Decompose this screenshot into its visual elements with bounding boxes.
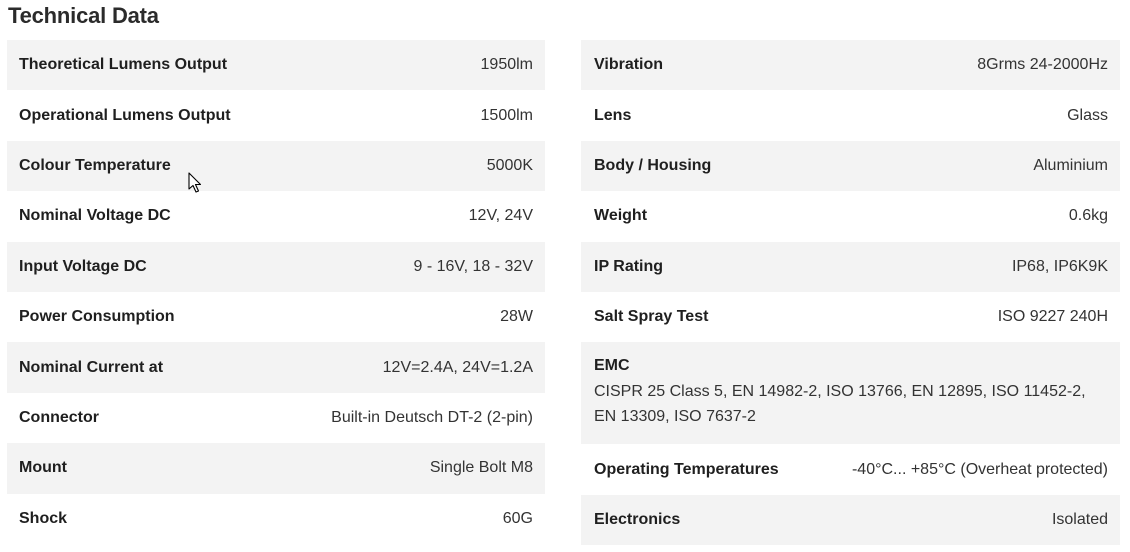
spec-row bbox=[7, 342, 545, 392]
spec-value: 5000K bbox=[486, 156, 533, 174]
spec-label: IP Rating bbox=[594, 257, 664, 275]
spec-value: Built-in Deutsch DT-2 (2-pin) bbox=[331, 408, 533, 426]
page-title: Technical Data bbox=[8, 3, 159, 28]
spec-row bbox=[7, 141, 545, 191]
spec-row bbox=[7, 443, 545, 493]
spec-label: Weight bbox=[594, 207, 648, 225]
spec-label: Operational Lumens Output bbox=[19, 106, 231, 124]
spec-row bbox=[7, 191, 545, 241]
spec-value: CISPR 25 Class 5, EN 14982-2, ISO 13766, EN 12895, ISO 11452-2, EN 13309, ISO 7637-2 bbox=[594, 383, 1086, 426]
spec-value: ISO 9227 240H bbox=[997, 308, 1108, 326]
spec-label: Nominal Current at bbox=[19, 358, 164, 376]
spec-value: 1500lm bbox=[480, 106, 533, 124]
spec-row bbox=[7, 393, 545, 443]
spec-value: 0.6kg bbox=[1068, 207, 1108, 225]
spec-row bbox=[581, 444, 1120, 494]
spec-value: 60G bbox=[502, 509, 533, 527]
spec-row bbox=[581, 242, 1120, 292]
spec-value: Single Bolt M8 bbox=[429, 459, 533, 477]
spec-value: 28W bbox=[500, 308, 533, 326]
spec-label: Operating Temperatures bbox=[594, 460, 779, 478]
spec-label: Lens bbox=[594, 106, 632, 124]
spec-label: Connector bbox=[19, 408, 99, 426]
spec-row bbox=[581, 141, 1120, 191]
spec-value: 12V, 24V bbox=[468, 207, 533, 225]
spec-label: Nominal Voltage DC bbox=[19, 207, 171, 225]
spec-value: 9 - 16V, 18 - 32V bbox=[413, 257, 533, 275]
spec-value: 8Grms 24-2000Hz bbox=[977, 56, 1108, 74]
spec-label: Shock bbox=[19, 509, 68, 527]
spec-row bbox=[581, 191, 1120, 241]
spec-value: IP68, IP6K9K bbox=[1011, 257, 1108, 275]
spec-table-left bbox=[7, 40, 545, 544]
spec-label: Theoretical Lumens Output bbox=[19, 56, 228, 74]
spec-row bbox=[581, 90, 1120, 140]
spec-value: Aluminium bbox=[1033, 156, 1108, 174]
spec-label: EMC bbox=[594, 357, 630, 375]
spec-row-emc bbox=[581, 342, 1120, 444]
spec-value: 1950lm bbox=[480, 56, 533, 74]
spec-row bbox=[581, 40, 1120, 90]
spec-row bbox=[7, 90, 545, 140]
spec-label: Body / Housing bbox=[594, 156, 712, 174]
spec-label: Vibration bbox=[594, 56, 664, 74]
spec-label: Electronics bbox=[594, 510, 681, 528]
spec-value: -40°C... +85°C (Overheat protected) bbox=[851, 460, 1108, 478]
spec-row bbox=[7, 292, 545, 342]
spec-label: Mount bbox=[19, 459, 67, 477]
spec-value: Glass bbox=[1067, 106, 1108, 124]
spec-row bbox=[581, 292, 1120, 342]
spec-label: Input Voltage DC bbox=[19, 257, 147, 275]
spec-label: Power Consumption bbox=[19, 308, 175, 326]
spec-value: 12V=2.4A, 24V=1.2A bbox=[382, 358, 533, 376]
spec-row bbox=[581, 495, 1120, 545]
mouse-pointer-icon bbox=[188, 172, 202, 194]
spec-value: Isolated bbox=[1051, 510, 1108, 528]
spec-row bbox=[7, 40, 545, 90]
spec-row bbox=[7, 494, 545, 544]
spec-table-right bbox=[581, 40, 1120, 545]
spec-label: Salt Spray Test bbox=[594, 308, 709, 326]
spec-label: Colour Temperature bbox=[19, 156, 171, 174]
spec-row bbox=[7, 242, 545, 292]
